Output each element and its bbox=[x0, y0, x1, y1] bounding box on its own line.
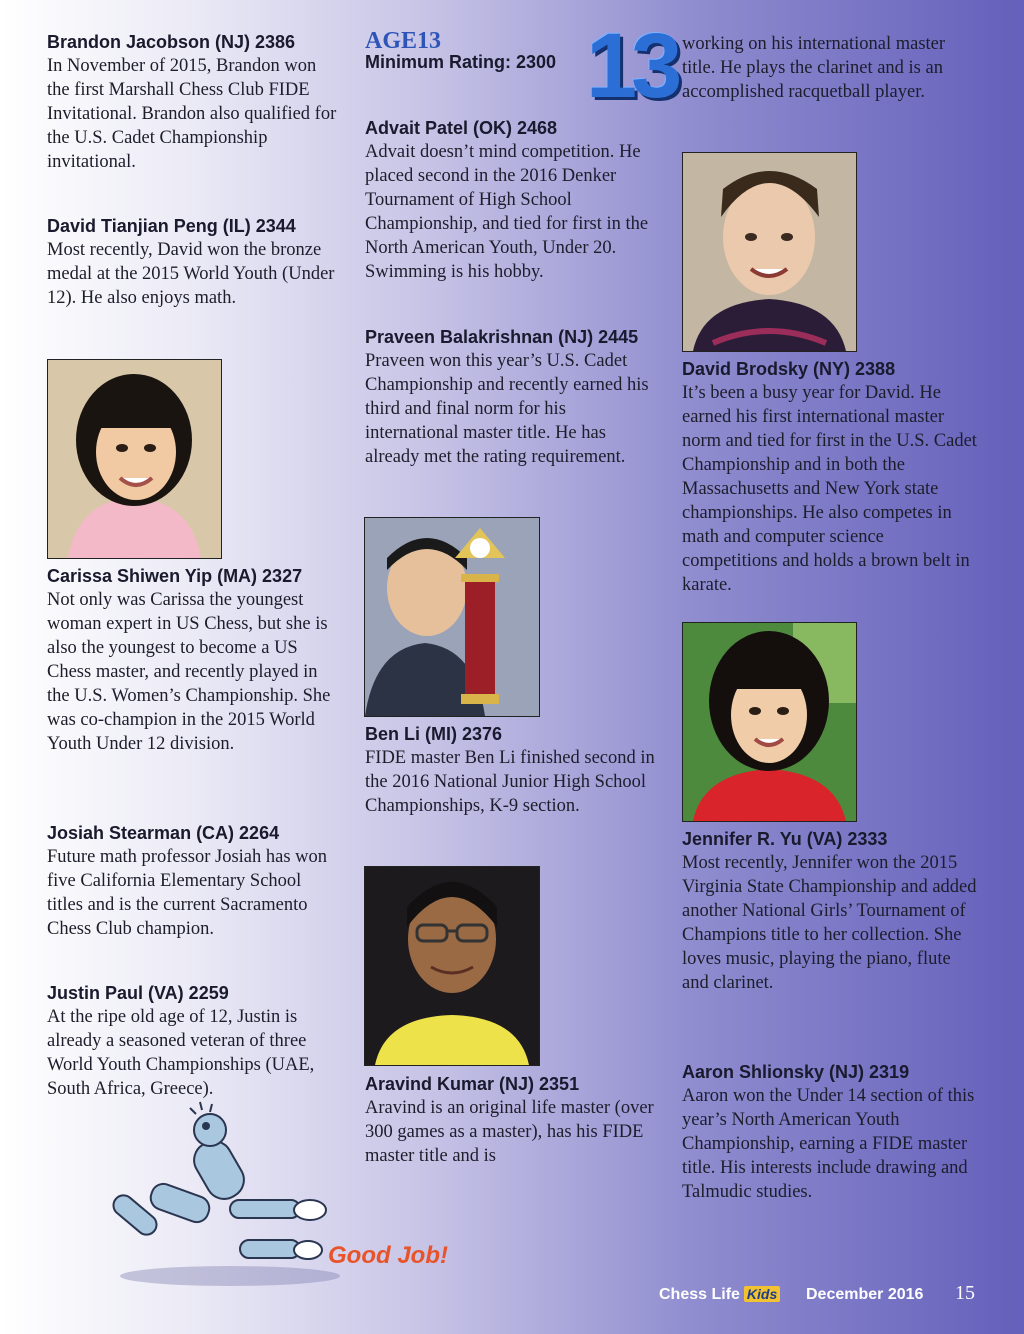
photo-jennifer-yu bbox=[682, 622, 857, 822]
player-bio: Most recently, David won the bronze medal at the 2015 World Youth (Under 12). He also enjoys math. bbox=[47, 240, 335, 308]
player-name: Justin Paul (VA) 2259 bbox=[47, 983, 229, 1003]
footer-magazine bbox=[659, 1286, 784, 1304]
player-bio: Not only was Carissa the youngest woman expert in US Chess, but she is also the youngest to become a US Chess master, and recently played in the U.S. Women’s Championship. She was co-champion in the 2015 World Youth Under 12 division. bbox=[47, 590, 331, 754]
player-name: Aaron Shlionsky (NJ) 2319 bbox=[682, 1062, 910, 1082]
player-bio: Praveen won this year’s U.S. Cadet Championship and recently earned his third and final norm for his international master title. He has already met the rating requirement. bbox=[365, 351, 649, 467]
entry-ben-li bbox=[365, 722, 655, 818]
entry-carissa-yip bbox=[47, 564, 337, 756]
entry-brandon-jacobson bbox=[47, 30, 337, 174]
player-name: Aravind Kumar (NJ) 2351 bbox=[365, 1074, 580, 1094]
player-name: Praveen Balakrishnan (NJ) 2445 bbox=[365, 327, 639, 347]
player-name: David Brodsky (NY) 2388 bbox=[682, 359, 896, 379]
player-bio: In November of 2015, Brandon won the first Marshall Chess Club FIDE Invitational. Brandon also qualified for the U.S. Cadet Championship invitational. bbox=[47, 56, 337, 172]
player-bio: Aravind is an original life master (over 300 games as a master), has his FIDE master title and is bbox=[365, 1098, 654, 1166]
player-bio: FIDE master Ben Li finished second in the 2016 National Junior High School Championships, K-9 section. bbox=[365, 748, 655, 816]
player-name: Ben Li (MI) 2376 bbox=[365, 724, 503, 744]
player-bio: Advait doesn’t mind competition. He placed second in the 2016 Denker Tournament of High School Championship, and tied for first in the North American Youth, Under 20. Swimming is his hobby. bbox=[365, 142, 649, 282]
page-number: 15 bbox=[955, 1282, 975, 1304]
entry-justin-paul bbox=[47, 981, 337, 1101]
photo-aravind-kumar bbox=[364, 866, 540, 1066]
magazine-title: Chess Life bbox=[659, 1286, 740, 1303]
photo-carissa-yip bbox=[47, 359, 222, 559]
age-number-graphic: 13 bbox=[586, 15, 677, 117]
minimum-rating: Minimum Rating: 2300 bbox=[365, 52, 557, 72]
photo-david-brodsky bbox=[682, 152, 857, 352]
player-name: Jennifer R. Yu (VA) 2333 bbox=[682, 829, 888, 849]
entry-josiah-stearman bbox=[47, 821, 337, 941]
player-bio: At the ripe old age of 12, Justin is already a seasoned veteran of three World Youth Championships (UAE, South Africa, Greece). bbox=[47, 1007, 315, 1099]
robot-illustration bbox=[80, 1100, 350, 1290]
entry-david-brodsky bbox=[682, 357, 982, 597]
good-job-caption: Good Job! bbox=[328, 1242, 448, 1269]
player-bio: It’s been a busy year for David. He earned his first international master norm and tied for first in the U.S. Cadet Championship and in both the Massachusetts and New York state championships. He also competes in math and computer science competitions and holds a brown belt in karate. bbox=[682, 383, 977, 595]
footer-issue-date: December 2016 bbox=[806, 1286, 924, 1303]
entry-aaron-shlionsky bbox=[682, 1060, 982, 1204]
player-bio: Most recently, Jennifer won the 2015 Virginia State Championship and added another National Girls’ Tournament of Champions title to her collection. She loves music, playing the piano, flute and clarinet. bbox=[682, 853, 977, 993]
entry-advait-patel bbox=[365, 116, 655, 284]
player-name: Advait Patel (OK) 2468 bbox=[365, 118, 558, 138]
player-name: Brandon Jacobson (NJ) 2386 bbox=[47, 32, 296, 52]
photo-ben-li bbox=[364, 517, 540, 717]
entry-aravind-continued bbox=[682, 32, 982, 104]
player-bio: Aaron won the Under 14 section of this year’s North American Youth Championship, earning a FIDE master title. His interests include drawing and Talmudic studies. bbox=[682, 1086, 975, 1202]
entry-jennifer-yu bbox=[682, 827, 982, 995]
player-bio: Future math professor Josiah has won five California Elementary School titles and is the current Sacramento Chess Club champion. bbox=[47, 847, 328, 939]
player-name: David Tianjian Peng (IL) 2344 bbox=[47, 216, 296, 236]
player-bio: working on his international master title. He plays the clarinet and is an accomplished racquetball player. bbox=[682, 34, 946, 102]
entry-aravind-kumar bbox=[365, 1072, 655, 1168]
entry-david-peng bbox=[47, 214, 337, 310]
player-name: Josiah Stearman (CA) 2264 bbox=[47, 823, 280, 843]
player-name: Carissa Shiwen Yip (MA) 2327 bbox=[47, 566, 303, 586]
kids-badge: Kids bbox=[744, 1286, 780, 1302]
entry-praveen-balakrishnan bbox=[365, 325, 655, 469]
age-heading: AGE13 bbox=[365, 28, 442, 54]
